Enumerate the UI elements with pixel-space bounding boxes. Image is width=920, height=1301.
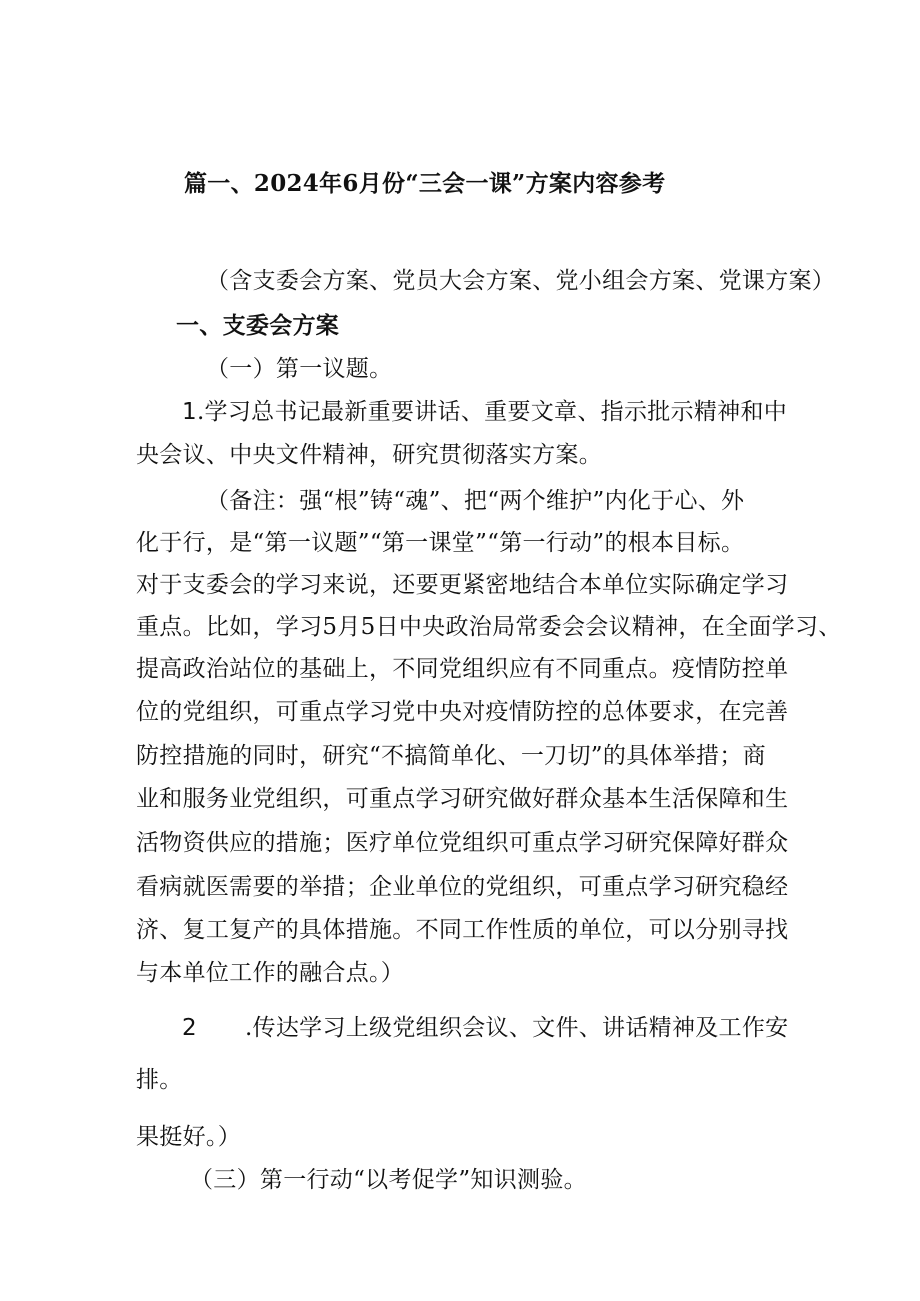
subsection-heading-3: （三）第一行动“以考促学”知识测验。 xyxy=(190,1167,587,1193)
note-line: 与本单位工作的融合点。） xyxy=(136,960,405,986)
item-2-line-2: 排。 xyxy=(136,1067,183,1093)
note-line: 对于支委会的学习来说，还要更紧密地结合本单位实际确定学习 xyxy=(136,572,789,598)
note-line: （备注：强“根”铸“魂”、把“两个维护”内化于心、外 xyxy=(206,488,745,514)
note-line: 业和服务业党组织，可重点学习研究做好群众基本生活保障和生 xyxy=(136,786,789,812)
note-line: 提高政治站位的基础上，不同党组织应有不同重点。疫情防控单 xyxy=(136,656,789,682)
item-1-text-1: .学习总书记最新重要讲话、重要文章、指示批示精神和中 xyxy=(196,399,788,425)
document-subtitle: （含支委会方案、党员大会方案、党小组会方案、党课方案） xyxy=(206,268,836,294)
item-2-line-1 xyxy=(182,1012,788,1044)
note-line: 位的党组织，可重点学习党中央对疫情防控的总体要求，在完善 xyxy=(136,699,789,725)
note-line: 活物资供应的措施；医疗单位党组织可重点学习研究保障好群众 xyxy=(136,830,789,856)
item-1-line-1 xyxy=(182,396,787,428)
note-line: 防控措施的同时，研究“不搞简单化、一刀切”的具体举措；商 xyxy=(136,743,766,769)
fragment-line: 果挺好。） xyxy=(136,1124,241,1150)
document-title: 篇一、2024年6月份“三会一课”方案内容参考 xyxy=(184,170,666,197)
subsection-heading-1: （一）第一议题。 xyxy=(206,356,393,382)
item-2-text-1: .传达学习上级党组织会议、文件、讲话精神及工作安 xyxy=(244,1015,789,1041)
note-line: 重点。比如，学习5月5日中央政治局常委会会议精神，在全面学习、 xyxy=(136,614,842,640)
section-heading-1: 一、支委会方案 xyxy=(176,312,340,339)
item-1-number: 1 xyxy=(182,399,197,425)
item-2-number: 2 xyxy=(182,1015,197,1041)
item-1-line-2: 央会议、中央文件精神，研究贯彻落实方案。 xyxy=(136,442,602,468)
note-line: 济、复工复产的具体措施。不同工作性质的单位，可以分别寻找 xyxy=(136,917,789,943)
note-line: 化于行，是“第一议题”“第一课堂”“第一行动”的根本目标。 xyxy=(136,530,745,556)
note-line: 看病就医需要的举措；企业单位的党组织，可重点学习研究稳经 xyxy=(136,874,789,900)
